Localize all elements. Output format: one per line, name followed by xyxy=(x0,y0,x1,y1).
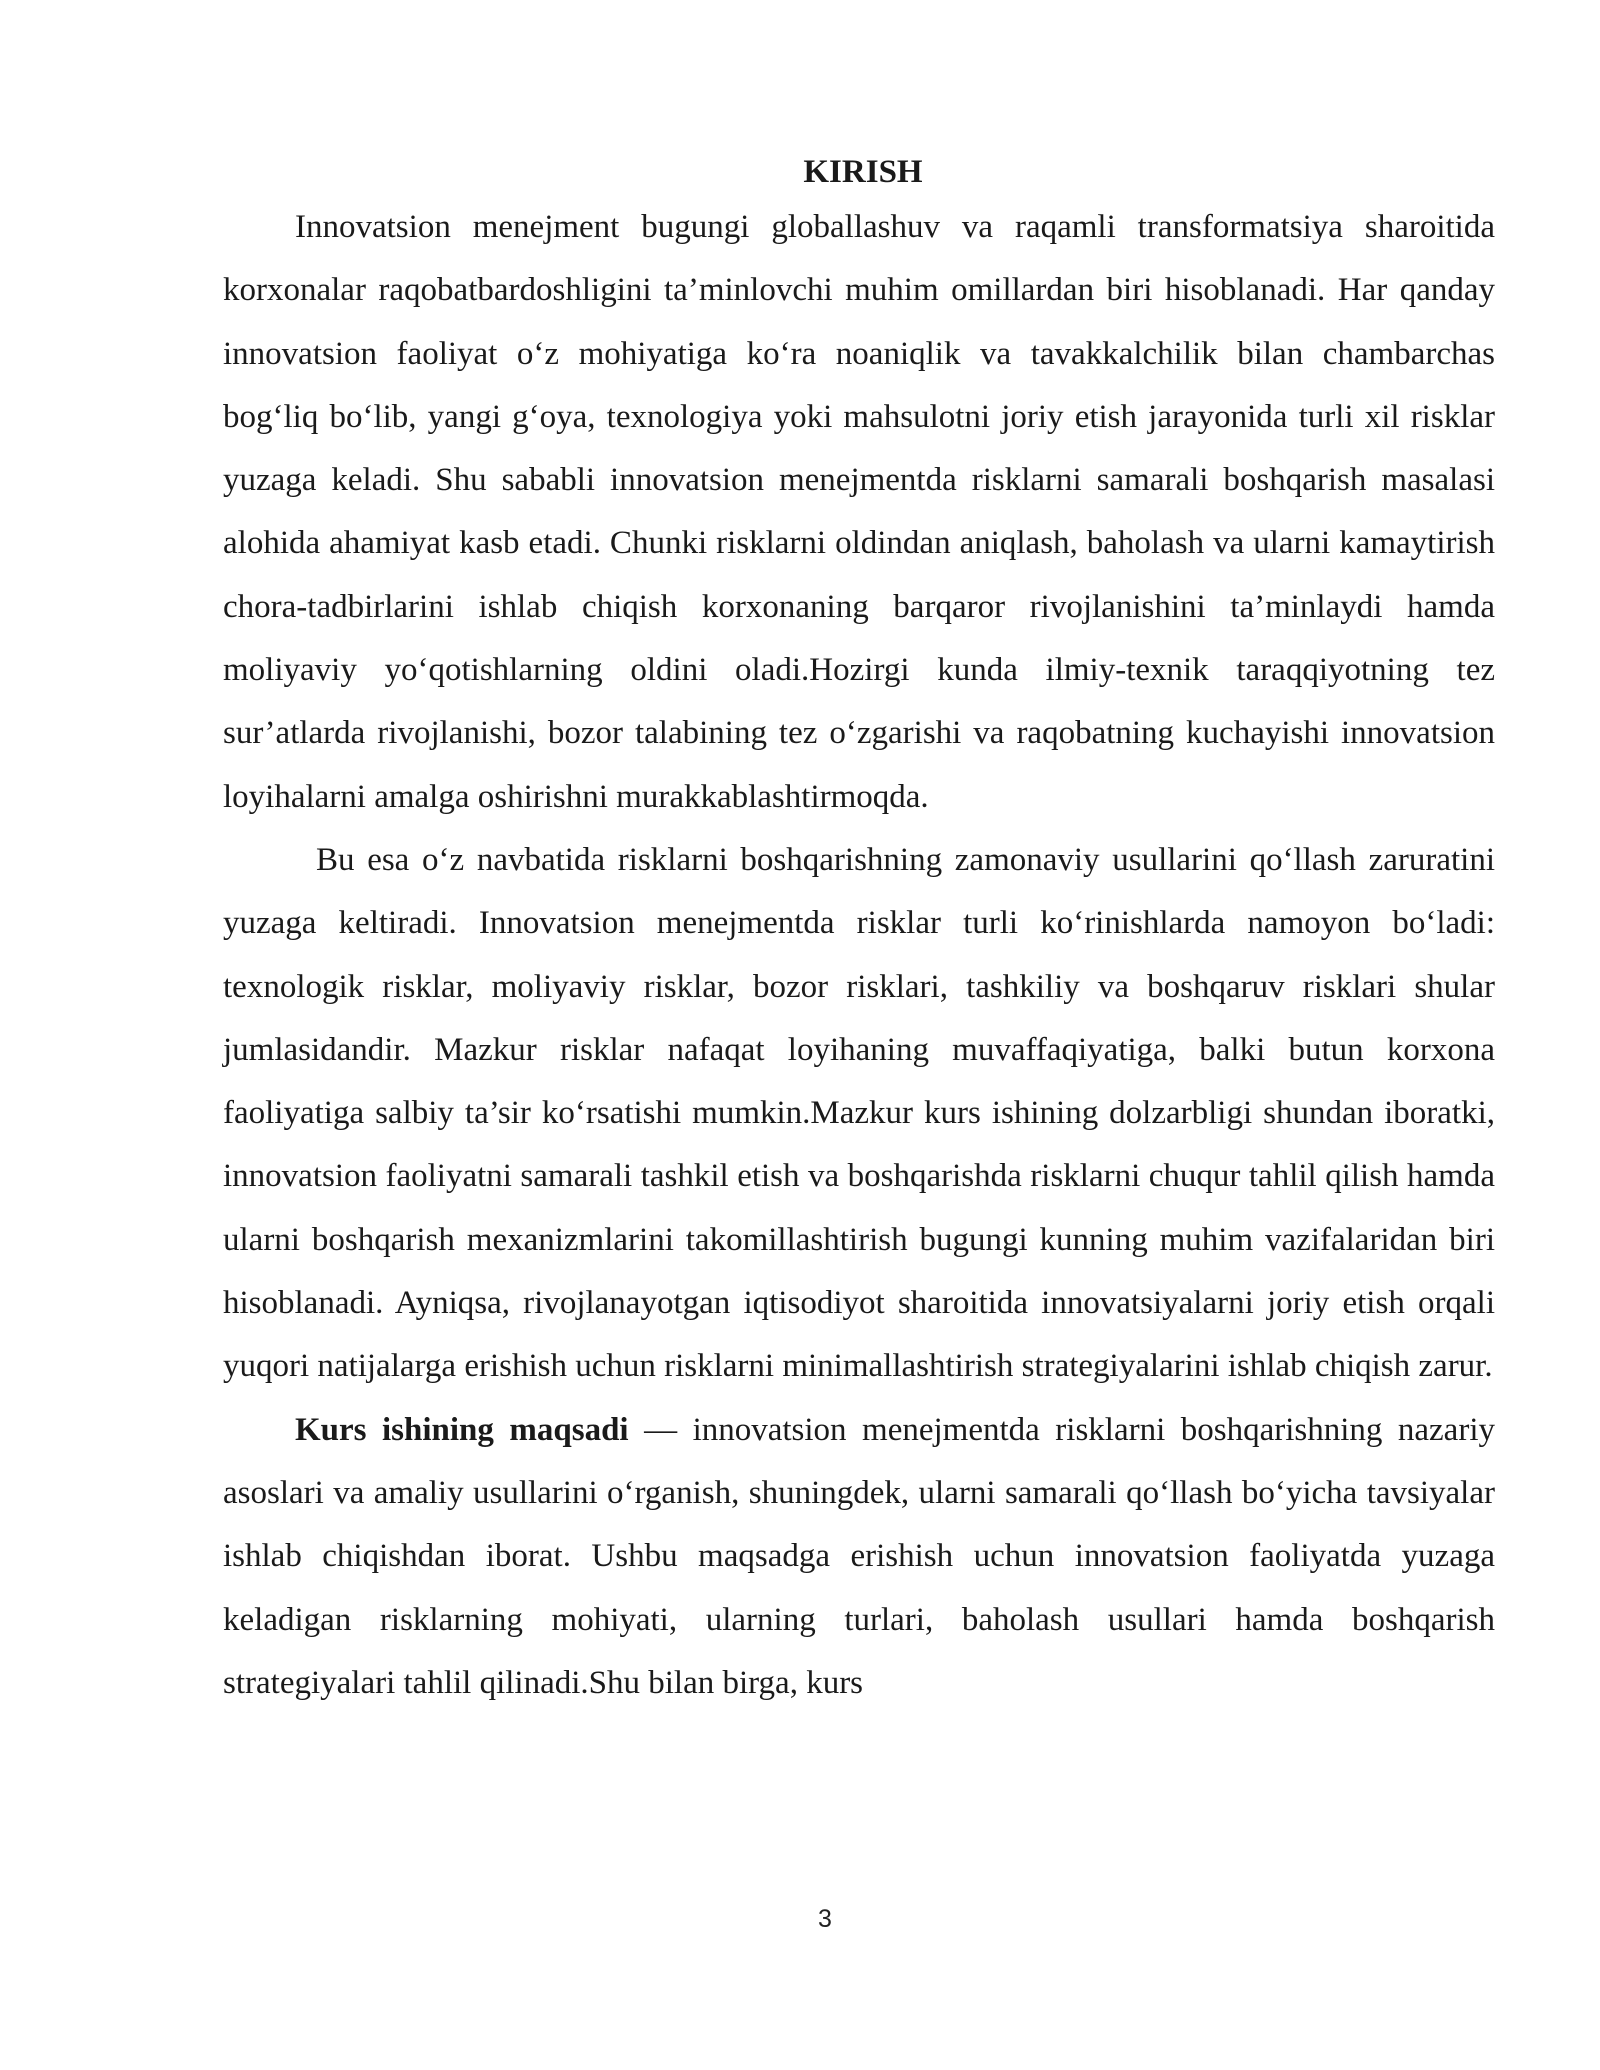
intro-paragraph: Innovatsion menejment bugungi globallashuv va raqamli transformatsiya sharoitida korxonalar raqobatbardoshligini ta’minlovchi muhim omillardan biri hisoblanadi. Har qanday innovatsion faoliyat o‘z mohiyatiga ko‘ra noaniqlik va tavakkalchilik bilan chambarchas bog‘liq bo‘lib, yangi g‘oya, texnologiya yoki mahsulotni joriy etish jarayonida turli xil risklar yuzaga keladi. Shu sababli innovatsion menejmentda risklarni samarali boshqarish masalasi alohida ahamiyat kasb etadi. Chunki risklarni oldindan aniqlash, baholash va ularni kamaytirish chora-tadbirlarini ishlab chiqish korxonaning barqaror rivojlanishini ta’minlaydi hamda moliyaviy yo‘qotishlarning oldini oladi.Hozirgi kunda ilmiy-texnik taraqqiyotning tez sur’atlarda rivojlanishi, bozor talabining tez o‘zgarishi va raqobatning kuchayishi innovatsion loyihalarni amalga oshirishni murakkablashtirmoqda. xyxy=(223,209,1495,815)
document-page xyxy=(223,148,1495,1715)
page-number: 3 xyxy=(818,1905,832,1933)
aim-lead-text: Kurs ishining maqsadi xyxy=(295,1411,629,1448)
relevance-paragraph: Bu esa o‘z navbatida risklarni boshqarishning zamonaviy usullarini qo‘llash zaruratini yuzaga keltiradi. Innovatsion menejmentda risklar turli ko‘rinishlarda namoyon bo‘ladi: texnologik risklar, moliyaviy risklar, bozor risklari, tashkiliy va boshqaruv risklari shular jumlasidandir. Mazkur risklar nafaqat loyihaning muvaffaqiyatiga, balki butun korxona faoliyatiga salbiy ta’sir ko‘rsatishi mumkin.Mazkur kurs ishining dolzarbligi shundan iboratki, innovatsion faoliyatni samarali tashkil etish va boshqarishda risklarni chuqur tahlil qilish hamda ularni boshqarish mexanizmlarini takomillashtirish bugungi kunning muhim vazifalaridan biri hisoblanadi. Ayniqsa, rivojlanayotgan iqtisodiyot sharoitida innovatsiyalarni joriy etish orqali yuqori natijalarga erishish uchun risklarni minimallashtirish strategiyalarini ishlab chiqish zarur. xyxy=(223,841,1495,1385)
aim-body-text: — innovatsion menejmentda risklarni boshqarishning nazariy asoslari va amaliy usullarini o‘rganish, shuningdek, ularni samarali qo‘llash bo‘yicha tavsiyalar ishlab chiqishdan iborat. Ushbu maqsadga erishish uchun innovatsion faoliyatda yuzaga keladigan risklarning mohiyati, ularning turlari, baholash usullari hamda boshqarish strategiyalari tahlil qilinadi.Shu bilan birga, kurs xyxy=(223,1411,1495,1701)
page-title: KIRISH xyxy=(803,154,923,190)
aim-paragraph xyxy=(223,1399,1495,1715)
